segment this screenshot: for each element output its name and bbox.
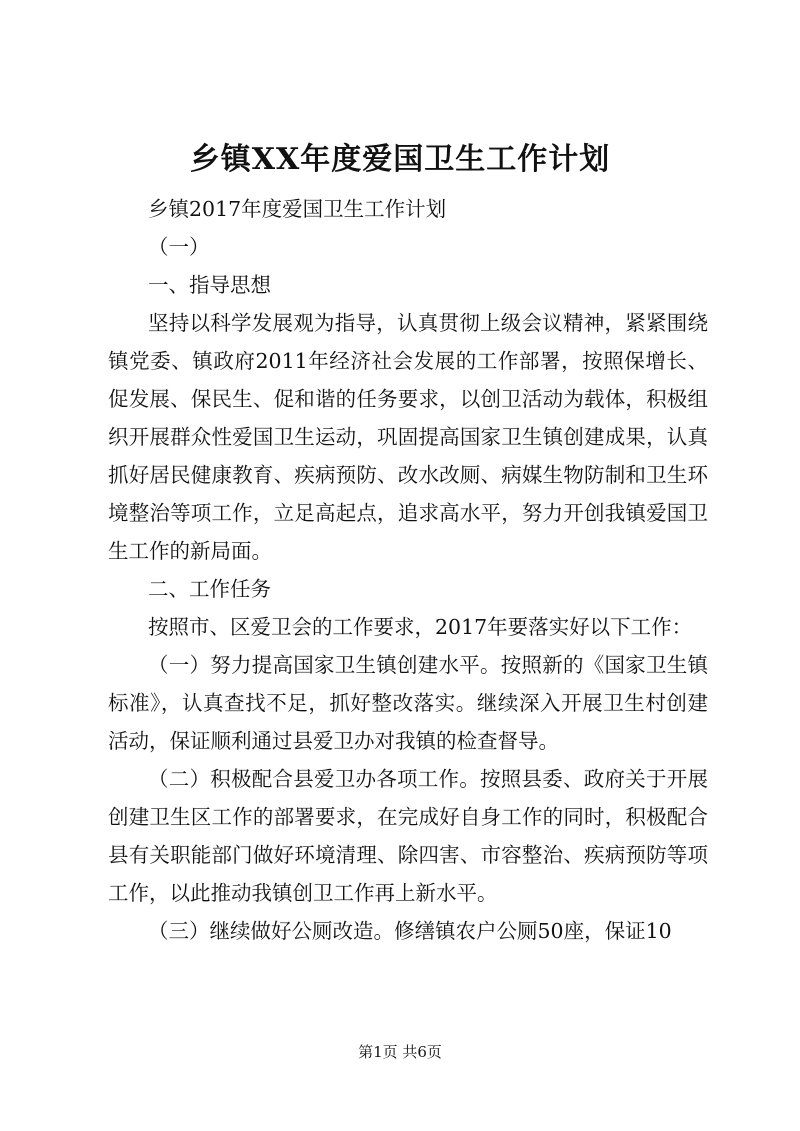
part-label: （一） — [148, 235, 210, 259]
section2-intro: 按照市、区爱卫会的工作要求，2017年要落实好以下工作： — [148, 615, 693, 639]
page-number-footer: 第1页 共6页 — [358, 1043, 442, 1061]
document-title: 乡镇XX年度爱国卫生工作计划 — [189, 142, 611, 177]
document-body — [108, 190, 708, 950]
task1-paragraph: （一）努力提高国家卫生镇创建水平。按照新的《国家卫生镇标准》，认真查找不足，抓好整改落实。继续深入开展卫生村创建活动，保证顺利通过县爱卫办对我镇的检查督导。 — [108, 653, 708, 753]
document-subtitle: 乡镇2017年度爱国卫生工作计划 — [148, 197, 447, 221]
section1-paragraph: 坚持以科学发展观为指导，认真贯彻上级会议精神，紧紧围绕镇党委、镇政府2011年经济社会发展的工作部署，按照保增长、促发展、保民生、促和谐的任务要求，以创卫活动为载体，积极组织开展群众性爱国卫生运动，巩固提高国家卫生镇创建成果，认真抓好居民健康教育、疾病预防、改水改厕、病媒生物防制和卫生环境整治等项工作，立足高起点，追求高水平，努力开创我镇爱国卫生工作的新局面。 — [108, 311, 708, 563]
section1-heading: 一、指导思想 — [148, 273, 271, 297]
section2-heading: 二、工作任务 — [148, 577, 271, 601]
task2-paragraph: （二）积极配合县爱卫办各项工作。按照县委、政府关于开展创建卫生区工作的部署要求，在完成好自身工作的同时，积极配合县有关职能部门做好环境清理、除四害、市容整治、疾病预防等项工作，以此推动我镇创卫工作再上新水平。 — [108, 767, 708, 905]
task3-paragraph: （三）继续做好公厕改造。修缮镇农户公厕50座，保证10 — [148, 919, 672, 943]
